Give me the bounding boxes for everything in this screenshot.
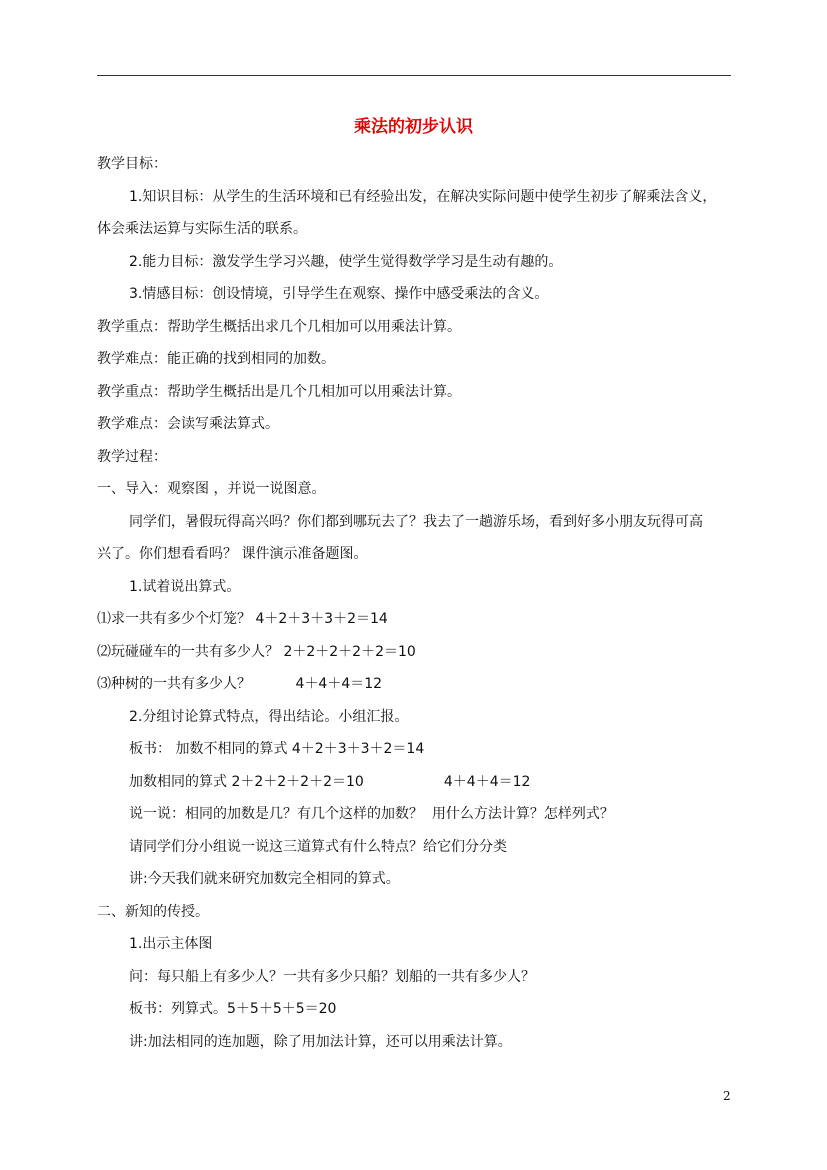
document-body [97, 148, 737, 1058]
paragraph: ⑴求一共有多少个灯笼？ 4＋2＋3＋3＋2＝14 [97, 611, 388, 627]
paragraph: 说一说：相同的加数是几？有几个这样的加数？ 用什么方法计算？怎样列式？ [129, 806, 614, 822]
paragraph: 教学过程： [97, 448, 167, 465]
paragraph: 二、新知的传授。 [97, 903, 209, 920]
paragraph: 兴了。你们想看看吗？ 课件演示准备题图。 [97, 546, 368, 562]
paragraph: 一、导入：观察图 ，并说一说图意。 [97, 481, 326, 497]
paragraph: 请同学们分小组说一说这三道算式有什么特点？给它们分分类 [129, 838, 507, 855]
paragraph: 板书： 加数不相同的算式 4＋2＋3＋3＋2＝14 [129, 741, 425, 757]
paragraph: 教学重点：帮助学生概括出是几个几相加可以用乘法计算。 [97, 383, 461, 400]
paragraph: 讲:今天我们就来研究加数完全相同的算式。 [129, 871, 400, 887]
paragraph: ⑶种树的一共有多少人？ 4＋4＋4＝12 [97, 676, 383, 692]
paragraph: 1.试着说出算式。 [129, 578, 241, 595]
paragraph: 教学重点：帮助学生概括出求几个几相加可以用乘法计算。 [97, 318, 461, 335]
paragraph: 1.知识目标：从学生的生活环境和已有经验出发，在解决实际问题中使学生初步了解乘法含义， [129, 188, 717, 205]
paragraph: 教学难点：能正确的找到相同的加数。 [97, 351, 335, 367]
paragraph: 1.出示主体图 [129, 936, 213, 952]
paragraph: 教学目标： [97, 156, 167, 172]
paragraph: 板书：列算式。5＋5＋5＋5＝20 [129, 1001, 337, 1017]
paragraph: 同学们，暑假玩得高兴吗？你们都到哪玩去了？我去了一趟游乐场，看到好多小朋友玩得可高 [129, 513, 703, 530]
page-number: 2 [723, 1089, 731, 1103]
paragraph: 问：每只船上有多少人？一共有多少只船？划船的一共有多少人？ [129, 968, 535, 985]
paragraph: ⑵玩碰碰车的一共有多少人？ 2＋2＋2＋2＋2＝10 [97, 643, 416, 660]
paragraph: 讲:加法相同的连加题，除了用加法计算，还可以用乘法计算。 [129, 1033, 512, 1050]
paragraph: 3.情感目标：创设情境，引导学生在观察、操作中感受乘法的含义。 [129, 286, 549, 302]
paragraph: 加数相同的算式 2＋2＋2＋2＋2＝10 4＋4＋4＝12 [129, 773, 531, 790]
paragraph: 2.分组讨论算式特点，得出结论。小组汇报。 [129, 708, 409, 725]
header-rule [97, 75, 731, 76]
paragraph: 体会乘法运算与实际生活的联系。 [97, 221, 307, 237]
paragraph: 教学难点：会读写乘法算式。 [97, 416, 279, 432]
page-title: 乘法的初步认识 [354, 117, 473, 137]
paragraph: 2.能力目标：激发学生学习兴趣，使学生觉得数学学习是生动有趣的。 [129, 253, 563, 270]
